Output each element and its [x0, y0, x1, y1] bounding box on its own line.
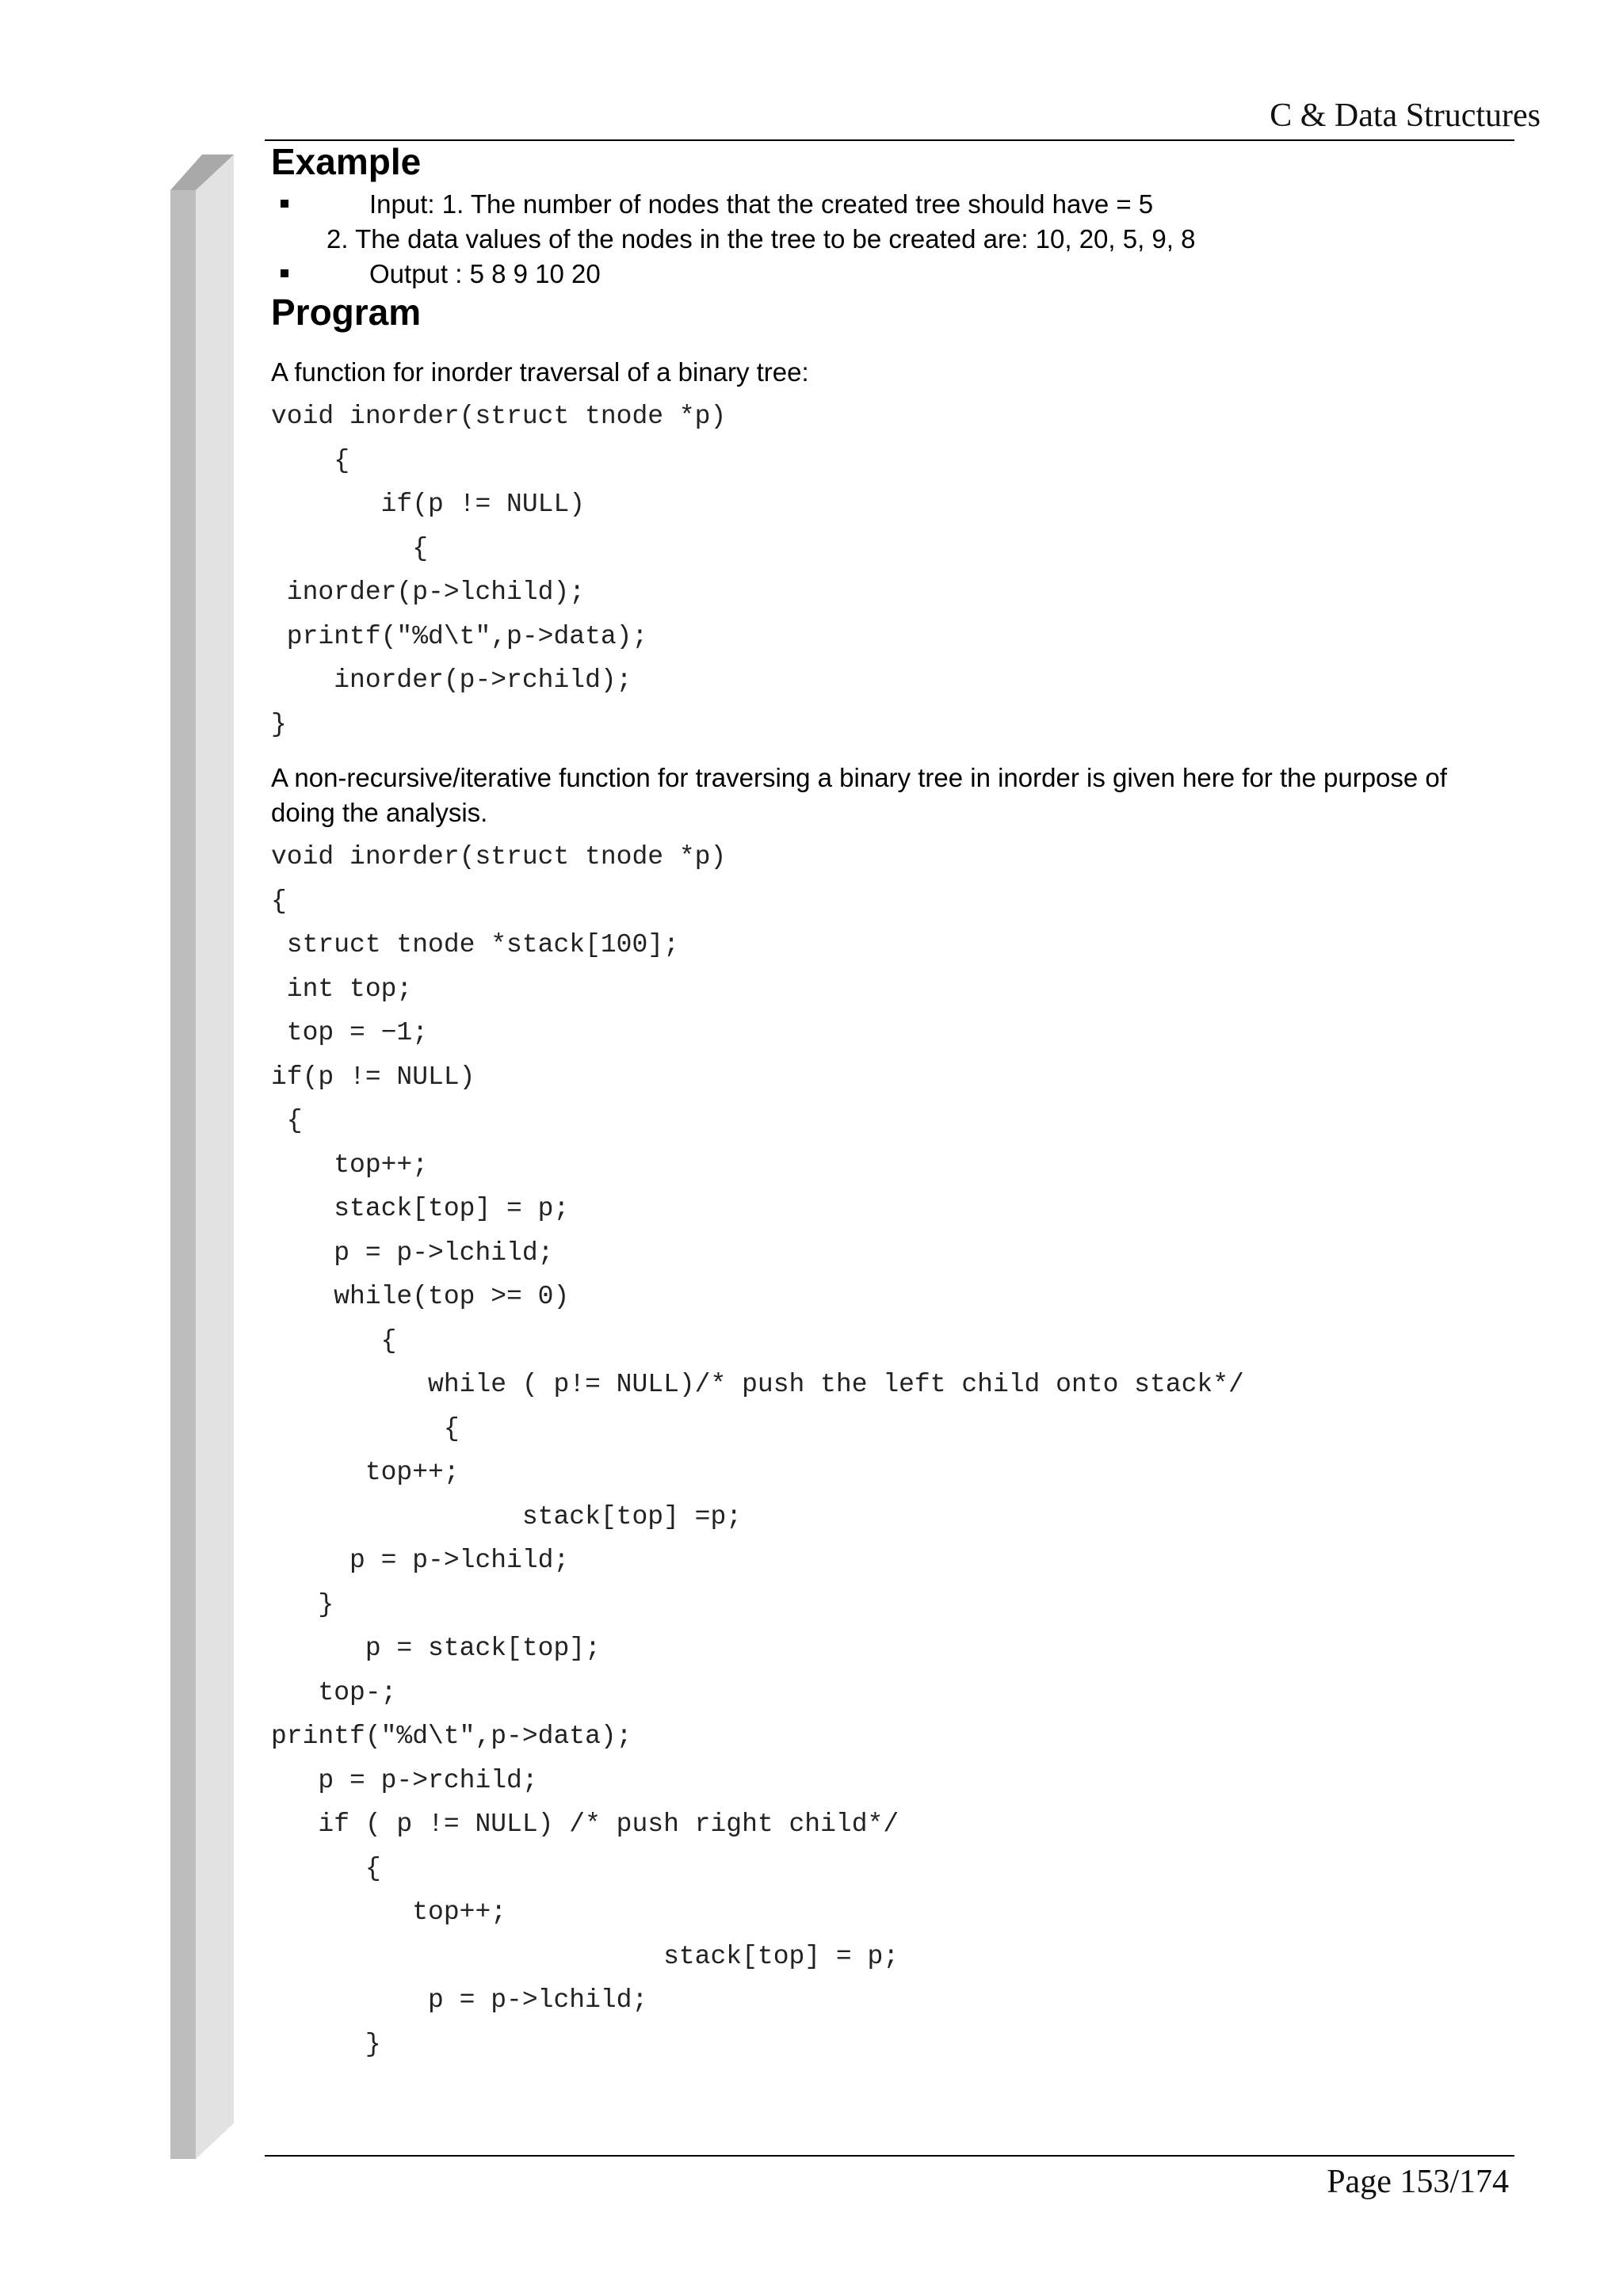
sidebar-bar-front: [196, 154, 234, 2159]
example-item-text: 2. The data values of the nodes in the tree to be created are: 10, 20, 5, 9, 8: [327, 224, 1196, 254]
page-number: Page 153/174: [1327, 2164, 1509, 2200]
iterative-inorder-code: void inorder(struct tnode *p) { struct tnode *stack[100]; int top; top = −1; if(p != NULL) { top++; stack[top] = p; p = p->lchild; while(top >= 0) { while ( p!= NULL)/* push the left child onto stack*/ { top++; stack[top] =p; p = p->lchild; } p = stack[top]; top-; printf("%d\t",p->data); p = p->rchild; if ( p != NULL) /* push right child*/ { top++; stack[top] = p; p = p->lchild; }: [271, 842, 1244, 2059]
footer-rule: [265, 2155, 1514, 2157]
square-bullet-icon: [281, 269, 288, 277]
program-intro-text: A function for inorder traversal of a binary tree:: [271, 357, 809, 387]
example-heading: Example: [271, 141, 422, 182]
square-bullet-icon: [281, 200, 288, 208]
example-list: [271, 187, 1515, 292]
iterative-intro-text: A non-recursive/iterative function for traversing a binary tree in inorder is given here for the purpose of doing the analysis.: [271, 763, 1447, 827]
example-item-text: Input: 1. The number of nodes that the created tree should have = 5: [369, 189, 1154, 219]
example-item-input: [271, 187, 1515, 222]
page-content: [271, 141, 1515, 2066]
page-header-title: C & Data Structures: [1270, 97, 1541, 134]
example-item-output: [271, 257, 1515, 292]
example-item-data-values: [271, 222, 1515, 257]
decorative-sidebar-bar: [170, 154, 234, 2159]
example-item-text: Output : 5 8 9 10 20: [369, 259, 601, 288]
sidebar-bar-side: [170, 190, 196, 2159]
program-heading: Program: [271, 292, 422, 333]
recursive-inorder-code: void inorder(struct tnode *p) { if(p != NULL) { inorder(p->lchild); printf("%d\t",p->data); inorder(p->rchild); }: [271, 402, 727, 739]
